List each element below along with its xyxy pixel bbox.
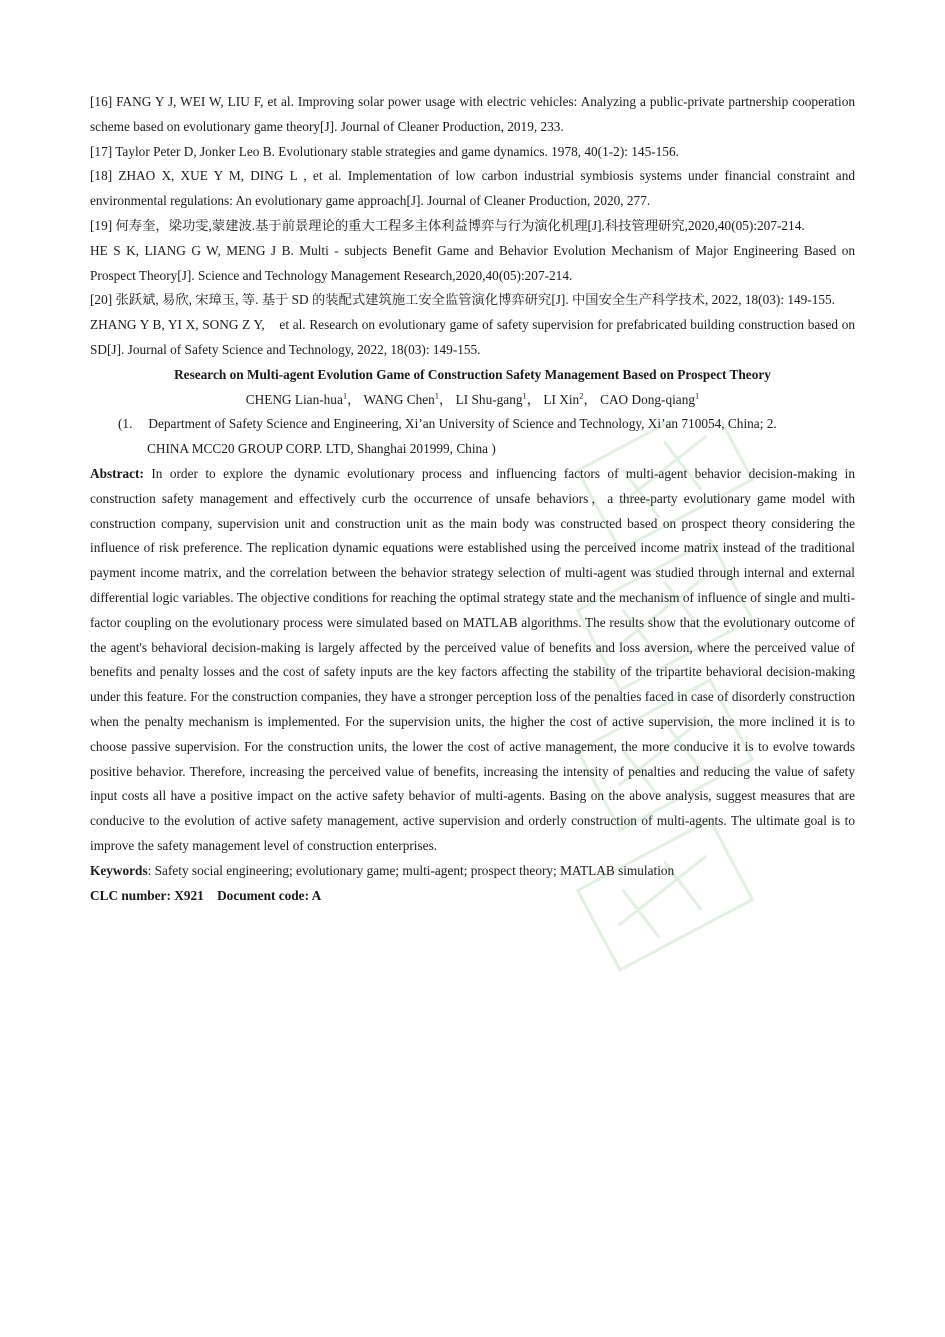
affiliations xyxy=(90,412,855,462)
reference-list xyxy=(90,90,859,363)
keywords-text: : Safety social engineering; evolutionary game; multi-agent; prospect theory; MATLAB simulation xyxy=(147,862,675,878)
reference-19-english: HE S K, LIANG G W, MENG J B. Multi - subjects Benefit Game and Behavior Evolution Mechanism of Major Engineering Based on Prospect Theory[J]. Science and Technology Management Research,2020,40(05):207-214. xyxy=(90,242,855,283)
reference-18: [18] ZHAO X, XUE Y M, DING L , et al. Implementation of low carbon industrial symbiosis systems under financial constraint and environmental regulations: An evolutionary game approach[J]. Journal of Cleaner Production, 2020, 277. xyxy=(90,168,855,209)
affiliation-line-1: (1. Department of Safety Science and Engineering, Xi’an University of Science and Technology, Xi’an 710054, China; 2. xyxy=(118,416,777,432)
abstract-label: Abstract: xyxy=(90,465,144,481)
author: WANG Chen$^1$， xyxy=(363,390,453,407)
keywords xyxy=(90,859,855,884)
reference-16: [16] FANG Y J, WEI W, LIU F, et al. Improving solar power usage with electric vehicles: Analyzing a public-private partnership cooperation scheme based on evolutionary game theory[J]. Journal of Cleaner Production, 2019, 233. xyxy=(90,94,855,134)
author: CHENG Lian-hua$^1$， xyxy=(245,390,361,407)
abstract xyxy=(90,462,855,859)
paper-page xyxy=(90,90,859,908)
abstract-text: In order to explore the dynamic evolutionary process and influencing factors of multi-agent behavior decision-making in construction safety management and effectively curb the occurrence of unsafe behaviors，a three-party evolutionary game model with construction company, supervision unit and construction unit as the main body was constructed based on prospect theory considering the influence of risk preference. The replication dynamic equations were established using the perceived income matrix instead of the traditional payment income matrix, and the correlation between the behavior strategy selection of multi-agent was studied through internal and external differential logic variables. The objective conditions for reaching the optimal strategy state and the mechanism of influence of single and multi-factor coupling on the evolutionary process were simulated based on MATLAB algorithms. The results show that the evolutionary outcome of the agent's behavioral decision-making is largely affected by the perceived value of benefits and loss aversion, where the perceived value of benefits and penalty losses and the cost of safety inputs are the key factors affecting the stability of the tripartite behavioral decision-making under this feature. For the construction companies, they have a stronger perception loss of the penalties faced in case of disorderly construction when the penalty mechanism is implemented. For the supervision units, the higher the cost of active supervision, the more inclined it is to choose passive supervision. For the construction units, the lower the cost of active management, the more conducive it is to evolve towards positive behavior. Therefore, increasing the perceived value of benefits, increasing the intensity of penalties and reducing the value of safety input costs all have a positive impact on the active safety behavior of multi-agents. Basing on the above analysis, suggest measures that are conducive to the evolution of active safety management, active supervision and orderly construction of multi-agents. The ultimate goal is to improve the safety management level of construction enterprises. xyxy=(90,465,855,853)
reference-19-chinese: [19] 何寿奎，梁功雯,蒙建波.基于前景理论的重大工程多主体利益博弈与行为演化机理[J].科技管理研究,2020,40(05):207-214. xyxy=(90,217,805,233)
clc-number: CLC number: X921 xyxy=(90,887,204,903)
paper-title: Research on Multi-agent Evolution Game of Construction Safety Management Based on Prospect Theory xyxy=(174,366,771,382)
author: LI Shu-gang$^1$， xyxy=(455,390,541,407)
author-list xyxy=(90,388,855,413)
keywords-label: Keywords xyxy=(90,862,148,878)
author: LI Xin$^2$， xyxy=(543,390,597,407)
classification-line xyxy=(90,884,855,909)
affiliation-line-2: CHINA MCC20 GROUP CORP. LTD, Shanghai 201999, China ) xyxy=(147,441,496,457)
reference-20-chinese: [20] 张跃斌, 易欣, 宋璋玉, 等. 基于 SD 的装配式建筑施工安全监管演化博弈研究[J]. 中国安全生产科学技术, 2022, 18(03): 149-155. xyxy=(90,292,835,308)
document-code: Document code: A xyxy=(217,887,322,903)
author: CAO Dong-qiang$^1$ xyxy=(600,390,700,407)
reference-17: [17] Taylor Peter D, Jonker Leo B. Evolutionary stable strategies and game dynamics. 1978, 40(1-2): 145-156. xyxy=(90,143,679,159)
reference-20-english: ZHANG Y B, YI X, SONG Z Y, et al. Research on evolutionary game of safety supervision for prefabricated building construction based on SD[J]. Journal of Safety Science and Technology, 2022, 18(03): 149-155. xyxy=(90,317,859,357)
